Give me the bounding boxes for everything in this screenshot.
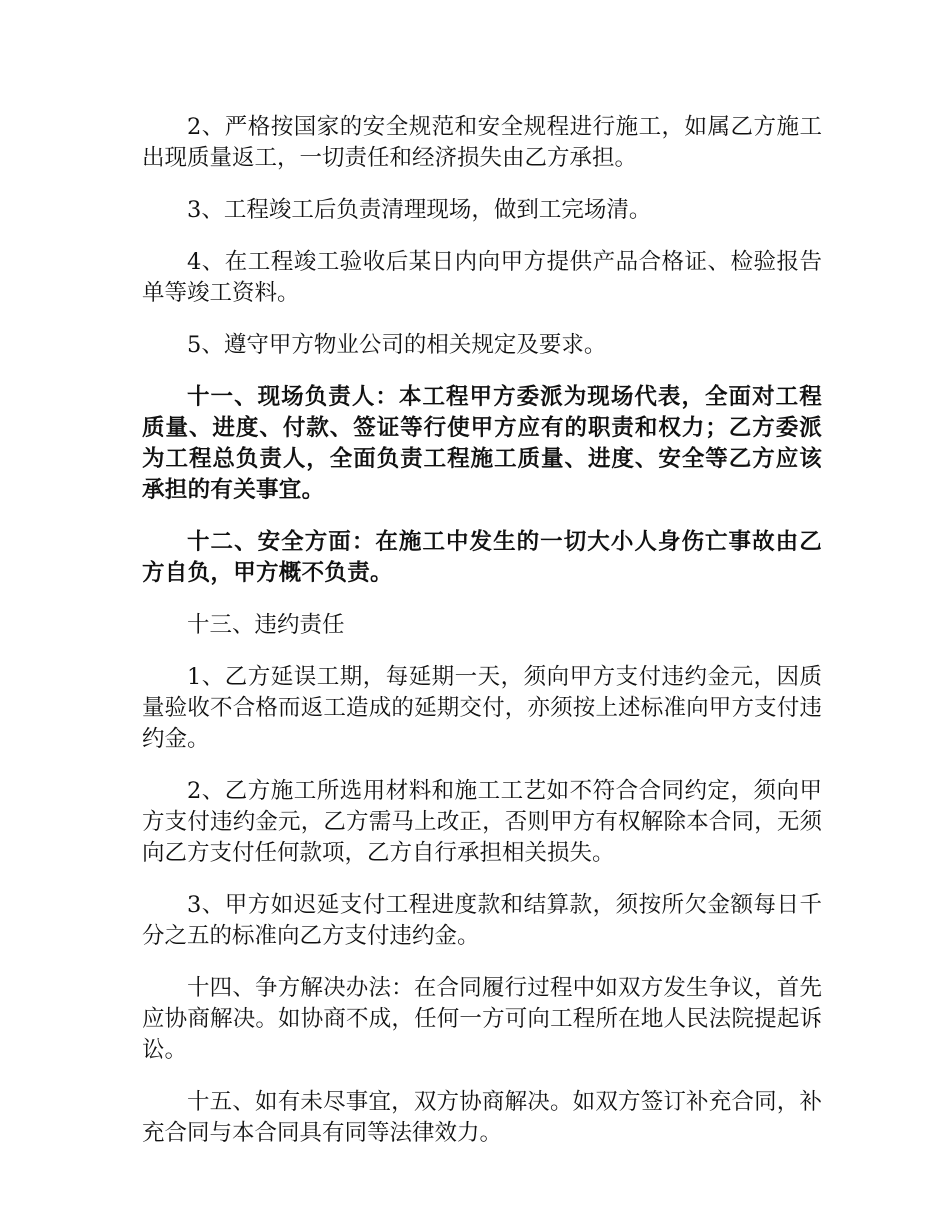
paragraph-clause-10-item-2: 2、严格按国家的安全规范和安全规程进行施工，如属乙方施工出现质量返工，一切责任和经济损失由乙方承担。 <box>142 114 822 171</box>
paragraph-clause-11-site-manager: 十一、现场负责人：本工程甲方委派为现场代表，全面对工程质量、进度、付款、签证等行使甲方应有的职责和权力；乙方委派为工程总负责人，全面负责工程施工质量、进度、安全等乙方应该承担的有关事宜。 <box>142 384 822 503</box>
paragraph-clause-14-dispute: 十四、争方解决办法：在合同履行过程中如双方发生争议，首先应协商解决。如协商不成，任何一方可向工程所在地人民法院提起诉讼。 <box>142 975 822 1063</box>
paragraph-clause-10-item-5: 5、遵守甲方物业公司的相关规定及要求。 <box>187 332 607 358</box>
paragraph-clause-12-safety: 十二、安全方面：在施工中发生的一切大小人身伤亡事故由乙方自负，甲方概不负责。 <box>142 529 822 586</box>
paragraph-clause-10-item-3: 3、工程竣工后负责清理现场，做到工完场清。 <box>187 197 652 223</box>
paragraph-clause-10-item-4: 4、在工程竣工验收后某日内向甲方提供产品合格证、检验报告单等竣工资料。 <box>142 249 822 306</box>
paragraph-clause-13-item-1: 1、乙方延误工期，每延期一天，须向甲方支付违约金元，因质量验收不合格而返工造成的延期交付，亦须按上述标准向甲方支付违约金。 <box>142 664 822 752</box>
document-body <box>142 112 822 1170</box>
paragraph-clause-15-supplement: 十五、如有未尽事宜，双方协商解决。如双方签订补充合同，补充合同与本合同具有同等法律效力。 <box>142 1089 822 1146</box>
paragraph-clause-13-item-2: 2、乙方施工所选用材料和施工工艺如不符合合同约定，须向甲方支付违约金元，乙方需马上改正，否则甲方有权解除本合同，无须向乙方支付任何款项，乙方自行承担相关损失。 <box>142 778 822 866</box>
paragraph-clause-13-item-3: 3、甲方如迟延支付工程进度款和结算款，须按所欠金额每日千分之五的标准向乙方支付违约金。 <box>142 892 822 949</box>
paragraph-clause-13-heading: 十三、违约责任 <box>187 612 345 638</box>
